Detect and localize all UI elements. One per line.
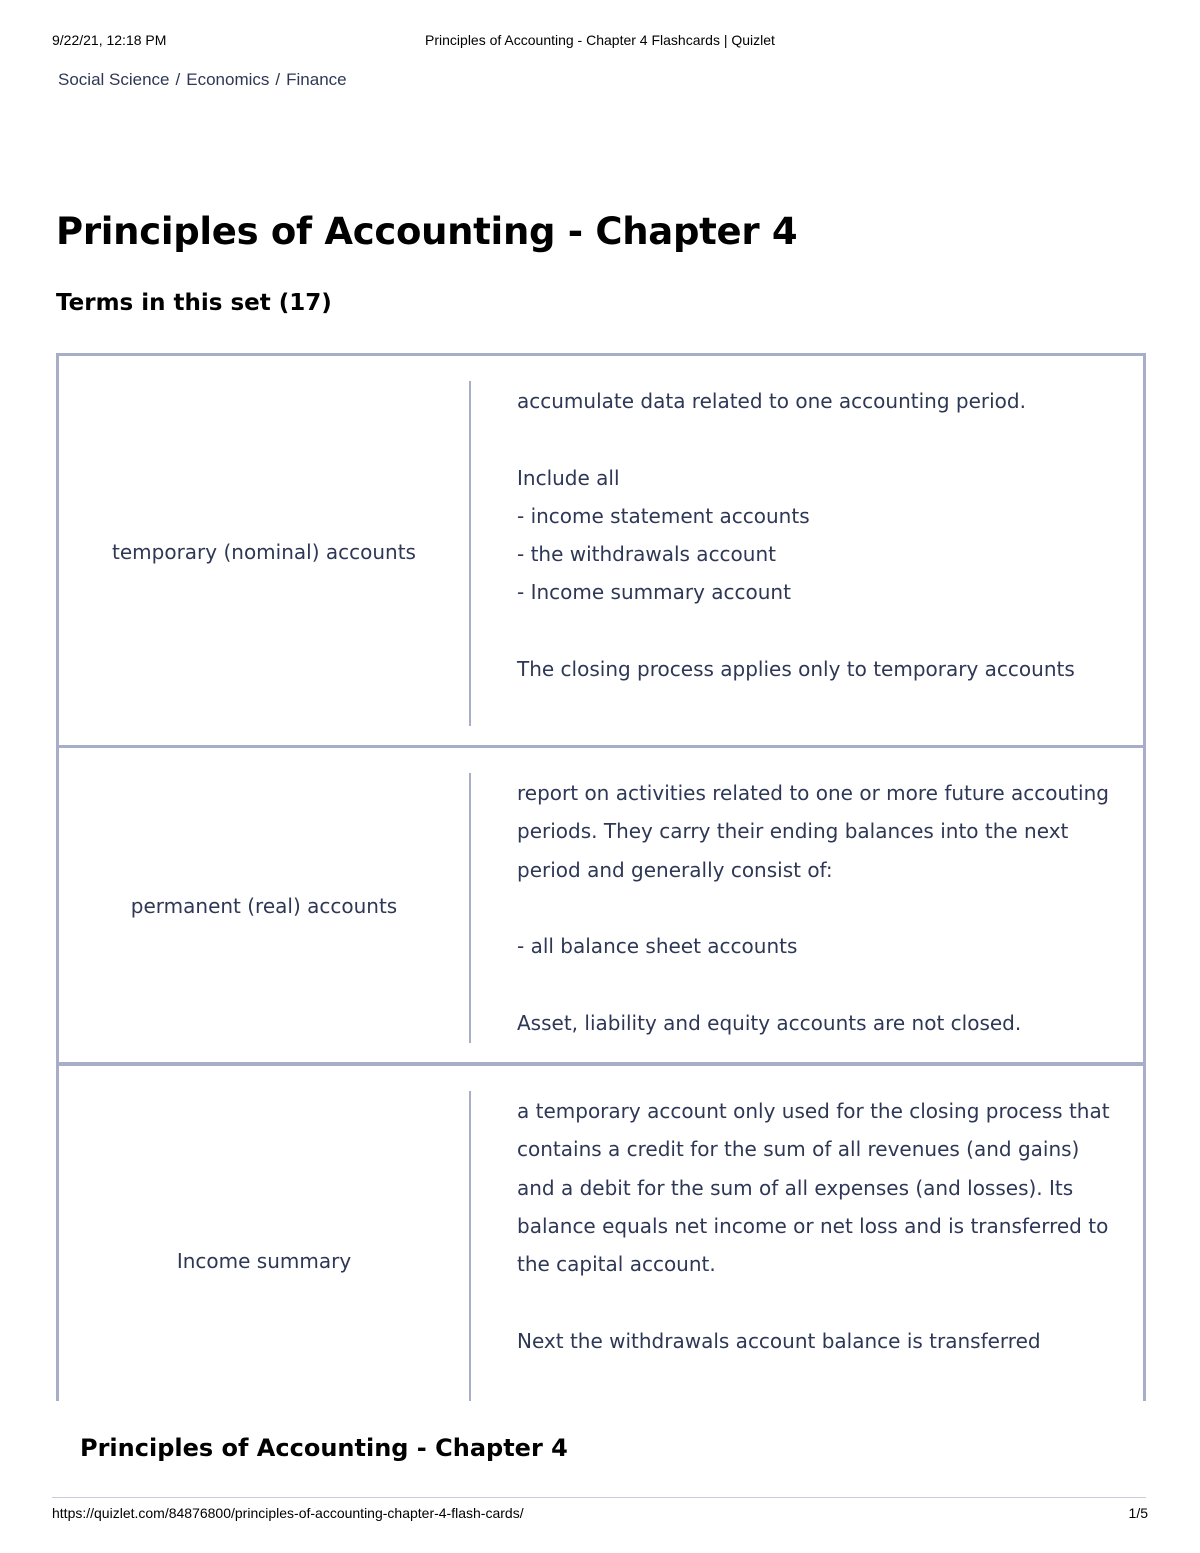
flashcard-definition: accumulate data related to one accounting period. Include all - income statement accounts - the withdrawals account - Income summary account The closing process applies only to temporary accounts (517, 389, 1075, 682)
breadcrumb-economics[interactable]: Economics (186, 70, 270, 89)
print-page-number: 1/5 (1128, 1505, 1148, 1521)
sticky-set-title: Principles of Accounting - Chapter 4 (80, 1434, 568, 1462)
flashcard-definition: a temporary account only used for the closing process that contains a credit for the sum of all revenues (and gains) and a debit for the sum of all expenses (and losses). Its balance equals net income or net loss and is transferred to the capital account. Next the withdrawals account balance is transferred (517, 1099, 1110, 1353)
flashcard-term: temporary (nominal) accounts (112, 540, 416, 564)
flashcard-term: permanent (real) accounts (130, 894, 398, 918)
terms-heading: Terms in this set (17) (56, 290, 332, 316)
print-header (0, 30, 1200, 52)
breadcrumb-social-science[interactable]: Social Science (58, 70, 170, 89)
flashcard-term: Income summary (176, 1249, 352, 1273)
print-date: 9/22/21, 12:18 PM (52, 32, 167, 48)
flashcard[interactable] (56, 1063, 1146, 1401)
breadcrumb-separator: / (175, 70, 181, 89)
flashcard[interactable] (56, 745, 1146, 1065)
flashcard-definition: report on activities related to one or more future accouting periods. They carry their ending balances into the next period and generally consist of: - all balance sheet accounts Asset, liability and equity accounts are not closed. (517, 781, 1109, 1035)
print-page-title: Principles of Accounting - Chapter 4 Flashcards | Quizlet (425, 32, 775, 48)
flashcard-divider (469, 1091, 471, 1401)
breadcrumb-finance[interactable]: Finance (286, 70, 347, 89)
flashcard[interactable] (56, 353, 1146, 748)
flashcard-divider (469, 773, 471, 1043)
print-url: https://quizlet.com/84876800/principles-of-accounting-chapter-4-flash-cards/ (52, 1505, 524, 1521)
set-title: Principles of Accounting - Chapter 4 (56, 210, 798, 253)
footer-divider (52, 1497, 1146, 1498)
breadcrumb-separator: / (275, 70, 281, 89)
flashcard-divider (469, 381, 471, 726)
breadcrumb (58, 70, 347, 90)
flashcard-list (56, 353, 1146, 1401)
